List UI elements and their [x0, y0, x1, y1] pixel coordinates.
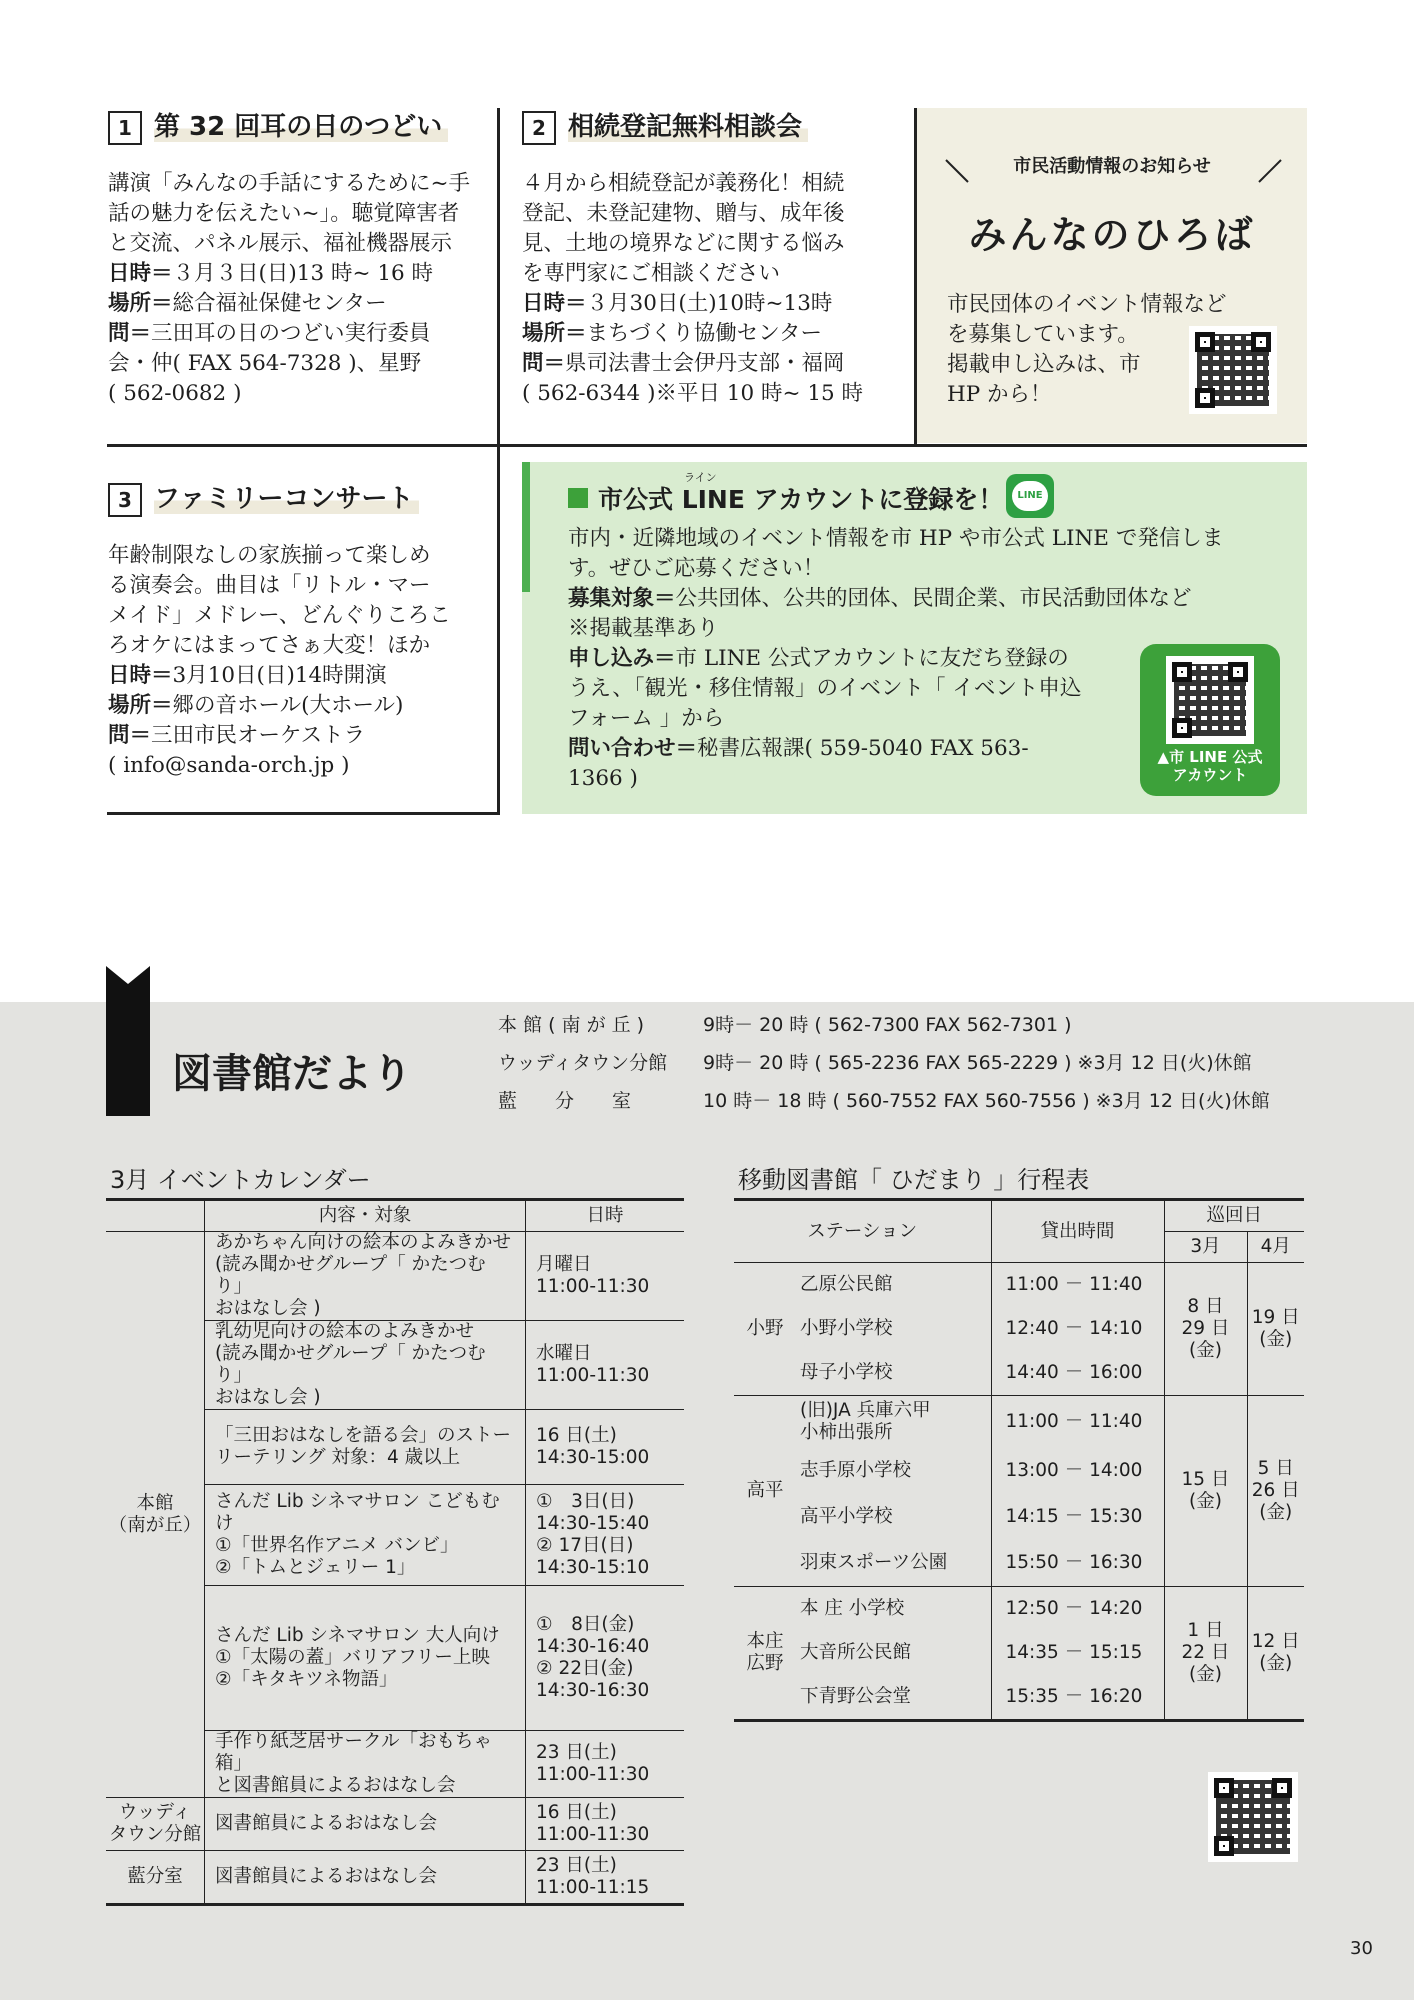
field-text: まちづくり協働センター — [586, 320, 822, 346]
qr-caption-line: ▲市 LINE 公式 — [1157, 748, 1263, 766]
field-text: フォーム 」から — [568, 706, 725, 731]
date-cell: 16 日(土) 14:30-15:00 — [526, 1410, 685, 1485]
date-cell: 23 日(土) 11:00-11:15 — [526, 1851, 685, 1905]
branch-name: 藍 分 室 — [498, 1090, 632, 1112]
event-box-2 — [522, 110, 907, 409]
body-line — [108, 541, 480, 571]
divider — [107, 812, 500, 815]
hiroba-title: みんなのひろば — [968, 213, 1256, 257]
branch-hours: 9時－ 20 時 ( 562-7300 FAX 562-7301 ) — [703, 1014, 1072, 1036]
time-cell: 14:35 － 15:15 — [991, 1631, 1164, 1675]
branch-name: 本 館 ( 南 が 丘 ) — [498, 1014, 645, 1036]
march-cell: 15 日 (金) — [1164, 1396, 1247, 1587]
event-title-text: ファミリーコンサート — [154, 484, 419, 514]
body-line — [108, 199, 480, 229]
event-number: 2 — [522, 111, 556, 145]
body-line — [522, 199, 907, 229]
header-time: 貸出時間 — [991, 1200, 1164, 1263]
event-title — [108, 482, 480, 517]
march-cell: 1 日 22 日 (金) — [1164, 1587, 1247, 1721]
page-number: 30 — [1350, 1938, 1373, 1959]
table-row — [734, 1587, 1304, 1632]
april-cell: 19 日 (金) — [1247, 1263, 1304, 1396]
calendar-title: 3月 イベントカレンダー — [110, 1166, 371, 1194]
branch-row — [498, 1006, 1398, 1044]
april-cell: 12 日 (金) — [1247, 1587, 1304, 1721]
body-line — [108, 751, 480, 781]
station-cell: 高平小学校 — [800, 1506, 893, 1527]
event-title — [108, 110, 480, 145]
place-cell: ウッディ タウン分館 — [106, 1798, 205, 1851]
body-line — [568, 554, 1288, 584]
field-label: 日時＝ — [108, 260, 173, 286]
time-cell: 11:00 － 11:40 — [991, 1396, 1164, 1449]
field-text: 会・仲( FAX 564-7328 )、星野 — [108, 350, 422, 376]
line-title-ruby: ライン — [684, 471, 717, 484]
field-text: を専門家にご相談ください — [522, 260, 781, 286]
field-label: 日時＝ — [108, 662, 173, 688]
station-cell: 羽束スポーツ公園 — [800, 1552, 948, 1573]
content-cell: さんだ Lib シネマサロン 大人向け ①「太陽の蓋」バリアフリー上映 ②「キタキツネ物語」 — [205, 1586, 526, 1731]
field-label: 申し込み＝ — [568, 646, 676, 671]
divider — [107, 444, 1307, 447]
field-text: 見、土地の境界などに関する悩み — [522, 230, 845, 256]
body-line — [108, 319, 480, 349]
header-march: 3月 — [1164, 1232, 1247, 1263]
accent-bar — [522, 462, 530, 592]
body-line — [108, 631, 480, 661]
field-label: 日時＝ — [522, 290, 587, 316]
body-line — [522, 379, 907, 409]
field-text: 秘書広報課( 559-5040 FAX 563- — [697, 736, 1029, 761]
event-body — [108, 169, 480, 409]
table-row — [734, 1396, 1304, 1449]
field-text: 郷の音ホール(大ホール) — [172, 692, 404, 718]
april-cell: 5 日 26 日 (金) — [1247, 1396, 1304, 1587]
area-cell: 小野 — [746, 1318, 784, 1339]
event-number: 3 — [108, 483, 142, 517]
time-cell: 15:50 － 16:30 — [991, 1540, 1164, 1587]
date-cell: 月曜日 11:00-11:30 — [526, 1232, 685, 1321]
table-header — [106, 1200, 684, 1232]
field-text: ( info@sanda-orch.jp ) — [108, 752, 350, 778]
field-text: と交流、パネル展示、福祉機器展示 — [108, 230, 453, 256]
table-row — [106, 1798, 684, 1851]
body-line — [522, 229, 907, 259]
station-cell: 志手原小学校 — [800, 1460, 912, 1481]
station-cell: 大音所公民館 — [800, 1642, 912, 1663]
event-calendar — [106, 1198, 684, 1906]
event-title-text: 第 32 回耳の日のつどい — [154, 112, 448, 142]
line-qr-card — [1140, 644, 1280, 796]
place-cell: 本館 （南が丘） — [108, 1492, 202, 1536]
area-cell: 高平 — [734, 1396, 796, 1587]
table-header — [734, 1200, 1304, 1232]
place-cell: 藍分室 — [106, 1851, 205, 1905]
field-text: ４月から相続登記が義務化！相続 — [522, 170, 845, 196]
square-bullet-icon — [568, 488, 588, 508]
field-label: 場所＝ — [108, 692, 173, 718]
field-text: 講演「みんなの手話にするために~手 — [108, 170, 471, 196]
hiroba-subtitle: 市民活動情報のお知らせ — [1013, 156, 1211, 177]
field-text: 3月10日(日)14時開演 — [172, 662, 387, 688]
field-text: 1366 ) — [568, 766, 638, 791]
line-badge — [1006, 474, 1054, 518]
body-line — [108, 169, 480, 199]
station-cell: 本 庄 小学校 — [796, 1587, 991, 1632]
branch-row — [498, 1082, 1398, 1120]
qr-code — [1208, 1772, 1298, 1862]
table-row — [106, 1232, 684, 1321]
table-row — [734, 1263, 1304, 1308]
event-box-3 — [108, 482, 480, 781]
body-line — [108, 571, 480, 601]
field-text: ※掲載基準あり — [568, 616, 719, 641]
hiroba-line: を募集しています。 — [947, 322, 1139, 347]
hiroba-line: 市民団体のイベント情報など — [947, 292, 1227, 317]
bookmark-icon — [106, 966, 150, 1116]
table-row — [106, 1851, 684, 1905]
event-box-1 — [108, 110, 480, 409]
content-cell: 乳幼児向けの絵本のよみきかせ (読み聞かせグループ「 かたつむり」 おはなし会 ) — [205, 1321, 526, 1410]
station-cell: 乙原公民館 — [800, 1274, 893, 1295]
field-label: 募集対象＝ — [568, 586, 676, 611]
body-line — [108, 379, 480, 409]
event-title — [522, 110, 907, 145]
qr-caption — [1140, 748, 1280, 784]
event-body — [108, 541, 480, 781]
header-content: 内容・対象 — [205, 1200, 526, 1232]
field-text: す。ぜひご応募ください！ — [568, 556, 825, 581]
date-cell: ① 8日(金) 14:30-16:40 ② 22日(金) 14:30-16:30 — [526, 1586, 685, 1731]
line-title: 市公式 LINE アカウントに登録を！ — [598, 485, 1004, 514]
field-text: 公共団体、公共的団体、民間企業、市民活動団体など — [675, 586, 1192, 611]
library-section — [0, 1002, 1414, 2000]
body-line — [108, 661, 480, 691]
header-round: 巡回日 — [1164, 1200, 1304, 1232]
content-cell: あかちゃん向けの絵本のよみきかせ (読み聞かせグループ「 かたつむり」 おはなし会 ) — [205, 1232, 526, 1321]
field-label: 場所＝ — [522, 320, 587, 346]
station-cell: 母子小学校 — [800, 1362, 893, 1383]
mobile-schedule — [734, 1198, 1304, 1722]
field-text: ３月30日(土)10時~13時 — [586, 290, 833, 316]
branch-hours: 9時－ 20 時 ( 565-2236 FAX 565-2229 ) ※3月 12 日(火)休館 — [703, 1052, 1252, 1074]
field-text: ろオケにはまってさぁ大変！ほか — [108, 632, 431, 658]
field-text: うえ、「観光・移住情報」のイベント「 イベント申込 — [568, 676, 1082, 701]
hiroba-line: 掲載申し込みは、市 — [947, 352, 1141, 377]
event-number: 1 — [108, 111, 142, 145]
event-body — [522, 169, 907, 409]
body-line — [108, 349, 480, 379]
header-date: 日時 — [526, 1200, 685, 1232]
field-label: 問＝ — [522, 350, 566, 376]
field-label: 場所＝ — [108, 290, 173, 316]
date-cell: 水曜日 11:00-11:30 — [526, 1321, 685, 1410]
body-line — [108, 229, 480, 259]
body-line — [108, 289, 480, 319]
date-cell: 16 日(土) 11:00-11:30 — [526, 1798, 685, 1851]
field-text: 県司法書士会伊丹支部・福岡 — [565, 350, 845, 376]
field-text: 登記、未登記建物、贈与、成年後 — [522, 200, 845, 226]
date-cell: ① 3日(日) 14:30-15:40 ② 17日(日) 14:30-15:10 — [526, 1485, 685, 1586]
hiroba-line: HP から！ — [947, 382, 1052, 407]
body-line — [568, 584, 1288, 614]
time-cell: 14:40 － 16:00 — [991, 1351, 1164, 1396]
field-text: 市 LINE 公式アカウントに友だち登録の — [675, 646, 1069, 671]
branch-row — [498, 1044, 1398, 1082]
body-line — [522, 289, 907, 319]
header-station: ステーション — [734, 1200, 991, 1263]
time-cell: 12:50 － 14:20 — [991, 1587, 1164, 1632]
body-line — [522, 169, 907, 199]
field-text: ( 562-6344 )※平日 10 時~ 15 時 — [522, 380, 864, 406]
qr-caption-line: アカウント — [1172, 766, 1248, 784]
station-cell: 下青野公会堂 — [800, 1686, 912, 1707]
field-text: メイド」メドレー、どんぐりころこ — [108, 602, 451, 628]
field-text: 三田耳の日のつどい実行委員 — [151, 320, 431, 346]
body-line — [568, 614, 1288, 644]
content-cell: さんだ Lib シネマサロン こどもむけ ①「世界名作アニメ バンビ」 ②「トムとジェリー 1」 — [205, 1485, 526, 1586]
content-cell: 図書館員によるおはなし会 — [205, 1798, 526, 1851]
body-line — [108, 721, 480, 751]
field-text: 年齢制限なしの家族揃って楽しめ — [108, 542, 431, 568]
time-cell: 14:15 － 15:30 — [991, 1494, 1164, 1540]
content-cell: 図書館員によるおはなし会 — [205, 1851, 526, 1905]
qr-code — [1189, 326, 1277, 414]
station-cell: 小野小学校 — [800, 1318, 893, 1339]
body-line — [522, 349, 907, 379]
qr-code — [1166, 656, 1254, 744]
branch-hours: 10 時－ 18 時 ( 560-7552 FAX 560-7556 ) ※3月 12 日(火)休館 — [703, 1090, 1270, 1112]
time-cell: 12:40 － 14:10 — [991, 1307, 1164, 1351]
field-text: る演奏会。曲目は「リトル・マー — [108, 572, 431, 598]
branch-list — [498, 1006, 1398, 1120]
area-cell: 本庄 広野 — [734, 1587, 796, 1721]
time-cell: 11:00 － 11:40 — [991, 1263, 1164, 1308]
event-title-text: 相続登記無料相談会 — [568, 112, 808, 142]
field-label: 問い合わせ＝ — [568, 736, 698, 761]
body-line — [108, 691, 480, 721]
mobile-title: 移動図書館「 ひだまり 」行程表 — [738, 1166, 1090, 1194]
field-text: ３月３日(日)13 時~ 16 時 — [172, 260, 434, 286]
hiroba-panel — [917, 108, 1307, 443]
divider — [497, 108, 500, 813]
station-cell: (旧)JA 兵庫六甲 小柿出張所 — [796, 1396, 991, 1449]
field-text: 三田市民オーケストラ — [151, 722, 366, 748]
body-line — [108, 259, 480, 289]
body-line — [568, 524, 1288, 554]
body-line — [522, 319, 907, 349]
content-cell: 「三田おはなしを語る会」のストー リーテリング 対象：4 歳以上 — [205, 1410, 526, 1485]
time-cell: 15:35 － 16:20 — [991, 1675, 1164, 1721]
march-cell: 8 日 29 日 (金) — [1164, 1263, 1247, 1396]
line-panel — [522, 462, 1307, 814]
field-text: ( 562-0682 ) — [108, 380, 242, 406]
header-place — [106, 1200, 205, 1232]
content-cell: 手作り紙芝居サークル「おもちゃ箱」 と図書館員によるおはなし会 — [205, 1731, 526, 1798]
field-label: 問＝ — [108, 722, 152, 748]
line-logo-icon: LINE — [1012, 481, 1048, 511]
field-text: 市内・近隣地域のイベント情報を市 HP や市公式 LINE で発信しま — [568, 526, 1224, 551]
header-april: 4月 — [1247, 1232, 1304, 1263]
field-label: 問＝ — [108, 320, 152, 346]
body-line — [108, 601, 480, 631]
field-text: 総合福祉保健センター — [172, 290, 387, 316]
field-text: 話の魅力を伝えたい~」。聴覚障害者 — [108, 200, 460, 226]
library-title: 図書館だより — [172, 1051, 412, 1097]
time-cell: 13:00 － 14:00 — [991, 1448, 1164, 1494]
body-line — [522, 259, 907, 289]
branch-name: ウッディタウン分館 — [498, 1052, 668, 1074]
date-cell: 23 日(土) 11:00-11:30 — [526, 1731, 685, 1798]
